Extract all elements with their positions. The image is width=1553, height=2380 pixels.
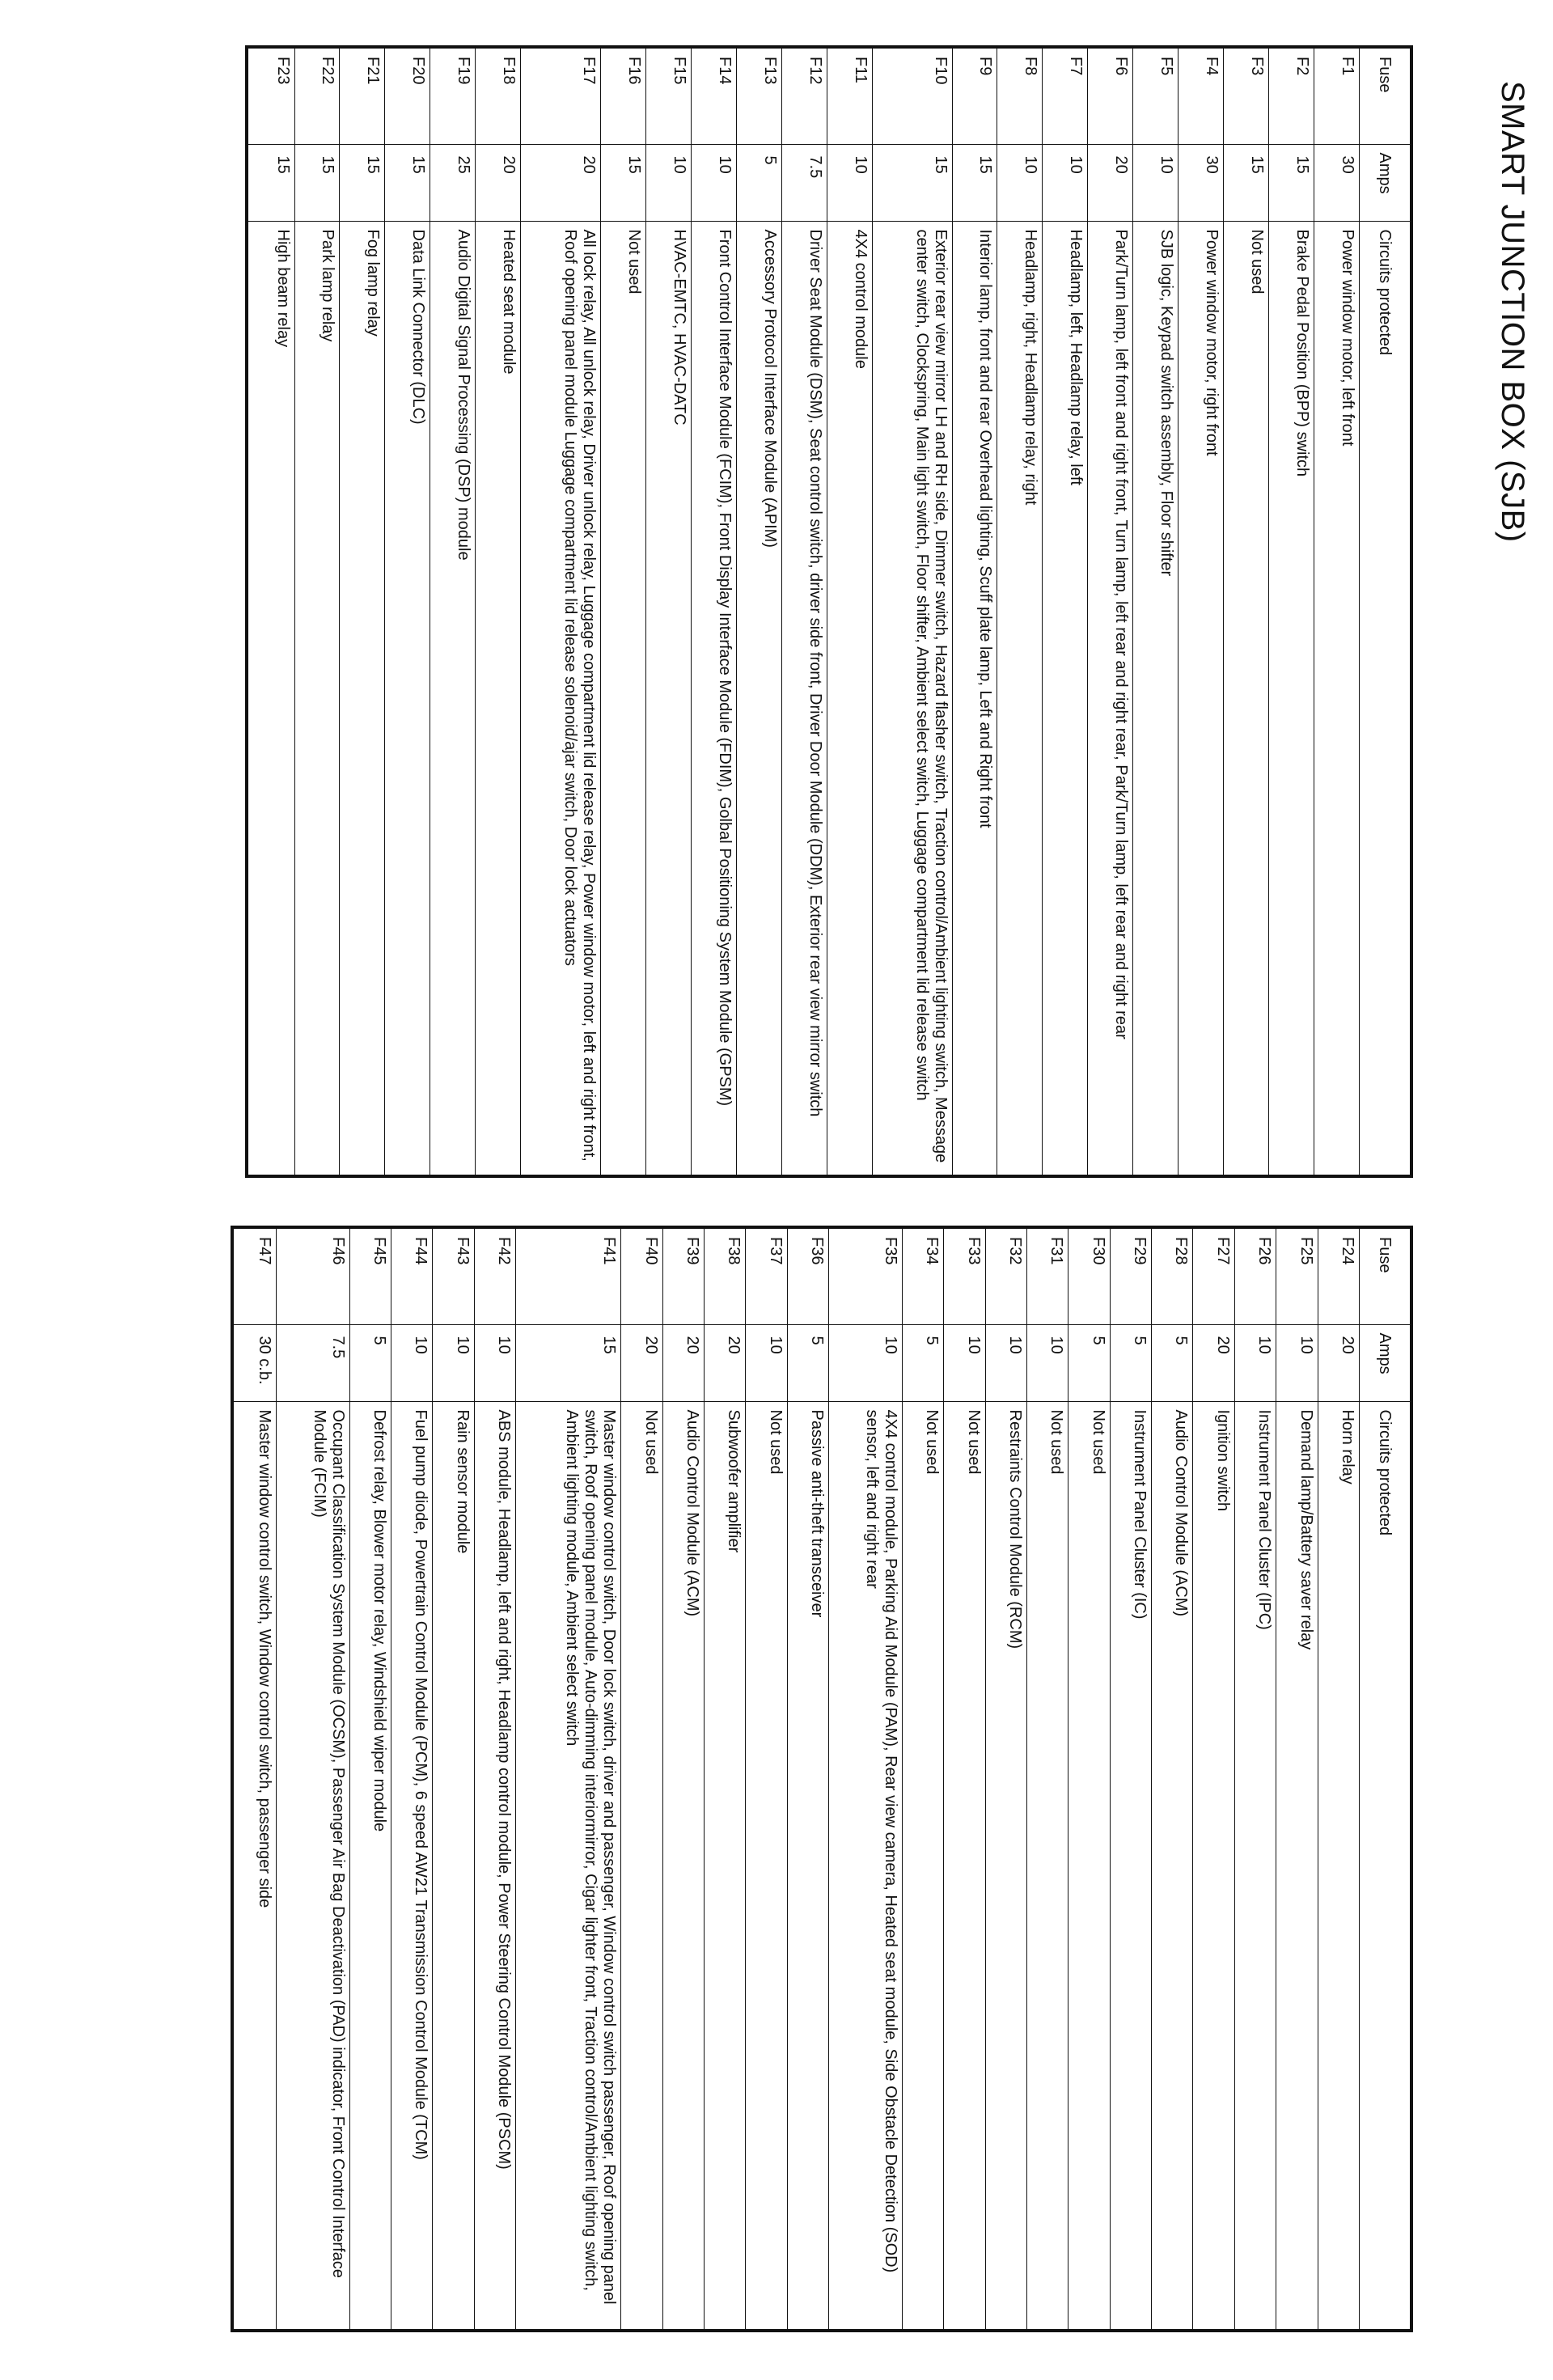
circuits-cell: Demand lamp/Battery saver relay (1276, 1401, 1318, 2331)
amps-cell: 15 (340, 144, 385, 221)
header-circuits: Circuits protected (1360, 1401, 1412, 2331)
fuse-cell: F39 (662, 1227, 704, 1324)
header-amps: Amps (1360, 1324, 1412, 1401)
fuse-cell: F15 (646, 47, 692, 144)
fuse-cell: F4 (1179, 47, 1224, 144)
circuits-cell: Horn relay (1318, 1401, 1359, 2331)
fuse-cell: F7 (1043, 47, 1088, 144)
amps-cell: 5 (349, 1324, 391, 1401)
table-row (340, 47, 385, 1176)
amps-cell: 20 (621, 1324, 662, 1401)
amps-cell: 10 (1276, 1324, 1318, 1401)
table-row (1234, 1227, 1276, 2331)
circuits-cell: Headlamp, left, Headlamp relay, left (1043, 221, 1088, 1176)
fuse-cell: F45 (349, 1227, 391, 1324)
fuse-cell: F34 (902, 1227, 943, 1324)
table-row (829, 1227, 903, 2331)
table-row (787, 1227, 828, 2331)
amps-cell: 10 (1027, 1324, 1068, 1401)
amps-cell: 15 (294, 144, 340, 221)
table-row (294, 47, 340, 1176)
amps-cell: 20 (1088, 144, 1133, 221)
amps-cell: 10 (691, 144, 736, 221)
table-row (476, 47, 521, 1176)
table-row (1043, 47, 1088, 1176)
header-row (1360, 47, 1412, 1176)
amps-cell: 5 (787, 1324, 828, 1401)
table-row (349, 1227, 391, 2331)
circuits-cell: Park lamp relay (294, 221, 340, 1176)
circuits-cell: Audio Control Module (ACM) (662, 1401, 704, 2331)
amps-cell: 5 (1068, 1324, 1110, 1401)
table-row (1269, 47, 1314, 1176)
fuse-cell: F12 (781, 47, 827, 144)
fuse-cell: F30 (1068, 1227, 1110, 1324)
circuits-cell: All lock relay, All unlock relay, Driver unlock relay, Luggage compartment lid release relay, Power window motor, left and right front, Roof opening panel module Luggage compartment lid release solenoid/ajar switch, Door lock actuators (521, 221, 601, 1176)
table-row (276, 1227, 349, 2331)
fuse-cell: F35 (829, 1227, 903, 1324)
circuits-cell: Passive anti-theft transceiver (787, 1401, 828, 2331)
circuits-cell: Data Link Connector (DLC) (385, 221, 430, 1176)
fuse-cell: F42 (474, 1227, 515, 1324)
fuse-cell: F17 (521, 47, 601, 144)
fuse-cell: F6 (1088, 47, 1133, 144)
table-row (1088, 47, 1133, 1176)
table-row (736, 47, 781, 1176)
amps-cell: 15 (952, 144, 997, 221)
table-row (385, 47, 430, 1176)
fuse-cell: F44 (391, 1227, 432, 1324)
circuits-cell: Master window control switch, Door lock switch, driver and passenger, Window control switch passenger, Roof opening panel switch, Roof opening panel module, Auto-dimming interiormirror, Cigar lighter front, Traction control/Ambient lighting switch, Ambient lighting module, Ambient select switch (516, 1401, 621, 2331)
table-row (1224, 47, 1269, 1176)
fuse-cell: F21 (340, 47, 385, 144)
fuse-cell: F29 (1110, 1227, 1151, 1324)
amps-cell: 10 (1133, 144, 1179, 221)
amps-cell: 20 (476, 144, 521, 221)
amps-cell: 5 (1110, 1324, 1151, 1401)
header-amps: Amps (1360, 144, 1412, 221)
table-row (997, 47, 1043, 1176)
fuse-cell: F26 (1234, 1227, 1276, 1324)
table-row (662, 1227, 704, 2331)
fuse-cell: F2 (1269, 47, 1314, 144)
amps-cell: 25 (430, 144, 476, 221)
table-row (944, 1227, 985, 2331)
table-row (781, 47, 827, 1176)
fuse-cell: F40 (621, 1227, 662, 1324)
amps-cell: 10 (474, 1324, 515, 1401)
circuits-cell: High beam relay (247, 221, 294, 1176)
table-row (872, 47, 952, 1176)
amps-cell: 15 (1224, 144, 1269, 221)
circuits-cell: Ignition switch (1193, 1401, 1234, 2331)
fuse-cell: F22 (294, 47, 340, 144)
circuits-cell: HVAC-EMTC, HVAC-DATC (646, 221, 692, 1176)
table-row (1314, 47, 1360, 1176)
circuits-cell: Fog lamp relay (340, 221, 385, 1176)
circuits-cell: Park/Turn lamp, left front and right front, Turn lamp, left rear and right rear, Park/Turn lamp, left rear and right rear (1088, 221, 1133, 1176)
table-row (1068, 1227, 1110, 2331)
amps-cell: 7.5 (781, 144, 827, 221)
fuse-cell: F37 (746, 1227, 787, 1324)
fuse-cell: F10 (872, 47, 952, 144)
amps-cell: 30 (1314, 144, 1360, 221)
amps-cell: 20 (704, 1324, 745, 1401)
fuse-cell: F14 (691, 47, 736, 144)
fuse-cell: F38 (704, 1227, 745, 1324)
circuits-cell: Interior lamp, front and rear Overhead lighting, Scuff plate lamp, Left and Right front (952, 221, 997, 1176)
circuits-cell: Heated seat module (476, 221, 521, 1176)
amps-cell: 5 (902, 1324, 943, 1401)
circuits-cell: Driver Seat Module (DSM), Seat control switch, driver side front, Driver Door Module (DDM), Exterior rear view mirror switch (781, 221, 827, 1176)
circuits-cell: Not used (1027, 1401, 1068, 2331)
circuits-cell: Subwoofer amplifier (704, 1401, 745, 2331)
fuse-cell: F31 (1027, 1227, 1068, 1324)
table-row (952, 47, 997, 1176)
circuits-cell: Rain sensor module (433, 1401, 474, 2331)
amps-cell: 15 (601, 144, 646, 221)
table-row (521, 47, 601, 1176)
circuits-cell: Defrost relay, Blower motor relay, Windshield wiper module (349, 1401, 391, 2331)
amps-cell: 7.5 (276, 1324, 349, 1401)
table-row (1152, 1227, 1193, 2331)
fuse-cell: F20 (385, 47, 430, 144)
fuse-cell: F18 (476, 47, 521, 144)
fuse-cell: F41 (516, 1227, 621, 1324)
fuse-cell: F25 (1276, 1227, 1318, 1324)
page-title: SMART JUNCTION BOX (SJB) (1495, 81, 1530, 543)
circuits-cell: Instrument Panel Cluster (IC) (1110, 1401, 1151, 2331)
table-row (1193, 1227, 1234, 2331)
circuits-cell: Not used (621, 1401, 662, 2331)
table-row (1276, 1227, 1318, 2331)
fuse-cell: F3 (1224, 47, 1269, 144)
amps-cell: 15 (1269, 144, 1314, 221)
circuits-cell: Not used (944, 1401, 985, 2331)
fuse-cell: F1 (1314, 47, 1360, 144)
table-row (827, 47, 872, 1176)
amps-cell: 5 (1152, 1324, 1193, 1401)
amps-cell: 20 (521, 144, 601, 221)
header-row (1360, 1227, 1412, 2331)
fuse-cell: F19 (430, 47, 476, 144)
fuse-cell: F8 (997, 47, 1043, 144)
table-row (1027, 1227, 1068, 2331)
circuits-cell: Power window motor, right front (1179, 221, 1224, 1176)
table-row (601, 47, 646, 1176)
header-circuits: Circuits protected (1360, 221, 1412, 1176)
fuse-cell: F36 (787, 1227, 828, 1324)
circuits-cell: Brake Pedal Position (BPP) switch (1269, 221, 1314, 1176)
fuse-cell: F47 (232, 1227, 276, 1324)
amps-cell: 15 (872, 144, 952, 221)
fuse-cell: F43 (433, 1227, 474, 1324)
fuse-cell: F24 (1318, 1227, 1359, 1324)
circuits-cell: Not used (902, 1401, 943, 2331)
amps-cell: 20 (662, 1324, 704, 1401)
amps-cell: 20 (1193, 1324, 1234, 1401)
circuits-cell: Headlamp, right, Headlamp relay, right (997, 221, 1043, 1176)
fuse-cell: F23 (247, 47, 294, 144)
circuits-cell: Audio Digital Signal Processing (DSP) module (430, 221, 476, 1176)
circuits-cell: Master window control switch, Window control switch, passenger side (232, 1401, 276, 2331)
amps-cell: 10 (746, 1324, 787, 1401)
table-row (902, 1227, 943, 2331)
fuse-cell: F27 (1193, 1227, 1234, 1324)
fuse-cell: F32 (985, 1227, 1026, 1324)
circuits-cell: Not used (1068, 1401, 1110, 2331)
header-fuse: Fuse (1360, 47, 1412, 144)
circuits-cell: Exterior rear view mirror LH and RH side, Dimmer switch, Hazard flasher switch, Traction control/Ambient lighting switch, Message center switch, Clockspring, Main light switch, Floor shifter, Ambient select switch, Luggage compartment lid release switch (872, 221, 952, 1176)
amps-cell: 10 (997, 144, 1043, 221)
circuits-cell: Not used (1224, 221, 1269, 1176)
circuits-cell: Fuel pump diode, Powertrain Control Module (PCM), 6 speed AW21 Transmission Control Module (TCM) (391, 1401, 432, 2331)
amps-cell: 30 c.b. (232, 1324, 276, 1401)
circuits-cell: 4X4 control module, Parking Aid Module (PAM), Rear view camera, Heated seat module, Side Obstacle Detection (SOD) sensor, left and right rear (829, 1401, 903, 2331)
circuits-cell: Not used (746, 1401, 787, 2331)
amps-cell: 10 (1043, 144, 1088, 221)
amps-cell: 10 (433, 1324, 474, 1401)
amps-cell: 15 (247, 144, 294, 221)
amps-cell: 20 (1318, 1324, 1359, 1401)
table-row (1179, 47, 1224, 1176)
fuse-table-left (245, 45, 1413, 1178)
fuse-cell: F28 (1152, 1227, 1193, 1324)
amps-cell: 10 (827, 144, 872, 221)
amps-cell: 10 (1234, 1324, 1276, 1401)
table-row (746, 1227, 787, 2331)
table-row (247, 47, 294, 1176)
circuits-cell: 4X4 control module (827, 221, 872, 1176)
circuits-cell: Occupant Classification System Module (OCSM), Passenger Air Bag Deactivation (PAD) indicator, Front Control Interface Module (FCIM) (276, 1401, 349, 2331)
fuse-cell: F46 (276, 1227, 349, 1324)
amps-cell: 10 (944, 1324, 985, 1401)
table-row (391, 1227, 432, 2331)
amps-cell: 5 (736, 144, 781, 221)
fuse-cell: F16 (601, 47, 646, 144)
circuits-cell: Accessory Protocol Interface Module (APIM) (736, 221, 781, 1176)
circuits-cell: Not used (601, 221, 646, 1176)
circuits-cell: Power window motor, left front (1314, 221, 1360, 1176)
amps-cell: 10 (985, 1324, 1026, 1401)
circuits-cell: Instrument Panel Cluster (IPC) (1234, 1401, 1276, 2331)
table-row (621, 1227, 662, 2331)
amps-cell: 15 (385, 144, 430, 221)
table-row (1133, 47, 1179, 1176)
amps-cell: 10 (829, 1324, 903, 1401)
amps-cell: 15 (516, 1324, 621, 1401)
circuits-cell: SJB logic, Keypad switch assembly, Floor shifter (1133, 221, 1179, 1176)
amps-cell: 10 (391, 1324, 432, 1401)
table-row (232, 1227, 276, 2331)
fuse-cell: F13 (736, 47, 781, 144)
table-row (1318, 1227, 1359, 2331)
circuits-cell: Restraints Control Module (RCM) (985, 1401, 1026, 2331)
table-row (985, 1227, 1026, 2331)
table-row (691, 47, 736, 1176)
amps-cell: 10 (646, 144, 692, 221)
amps-cell: 30 (1179, 144, 1224, 221)
fuse-cell: F5 (1133, 47, 1179, 144)
header-fuse: Fuse (1360, 1227, 1412, 1324)
fuse-cell: F33 (944, 1227, 985, 1324)
table-row (430, 47, 476, 1176)
fuse-cell: F11 (827, 47, 872, 144)
table-row (433, 1227, 474, 2331)
table-row (474, 1227, 515, 2331)
table-row (646, 47, 692, 1176)
fuse-cell: F9 (952, 47, 997, 144)
circuits-cell: Audio Control Module (ACM) (1152, 1401, 1193, 2331)
table-row (704, 1227, 745, 2331)
table-row (1110, 1227, 1151, 2331)
table-row (516, 1227, 621, 2331)
fuse-table-right (231, 1226, 1413, 2332)
circuits-cell: Front Control Interface Module (FCIM), Front Display Interface Module (FDIM), Golbal Positioning System Module (GPSM) (691, 221, 736, 1176)
circuits-cell: ABS module, Headlamp, left and right, Headlamp control module, Power Steering Control Module (PSCM) (474, 1401, 515, 2331)
